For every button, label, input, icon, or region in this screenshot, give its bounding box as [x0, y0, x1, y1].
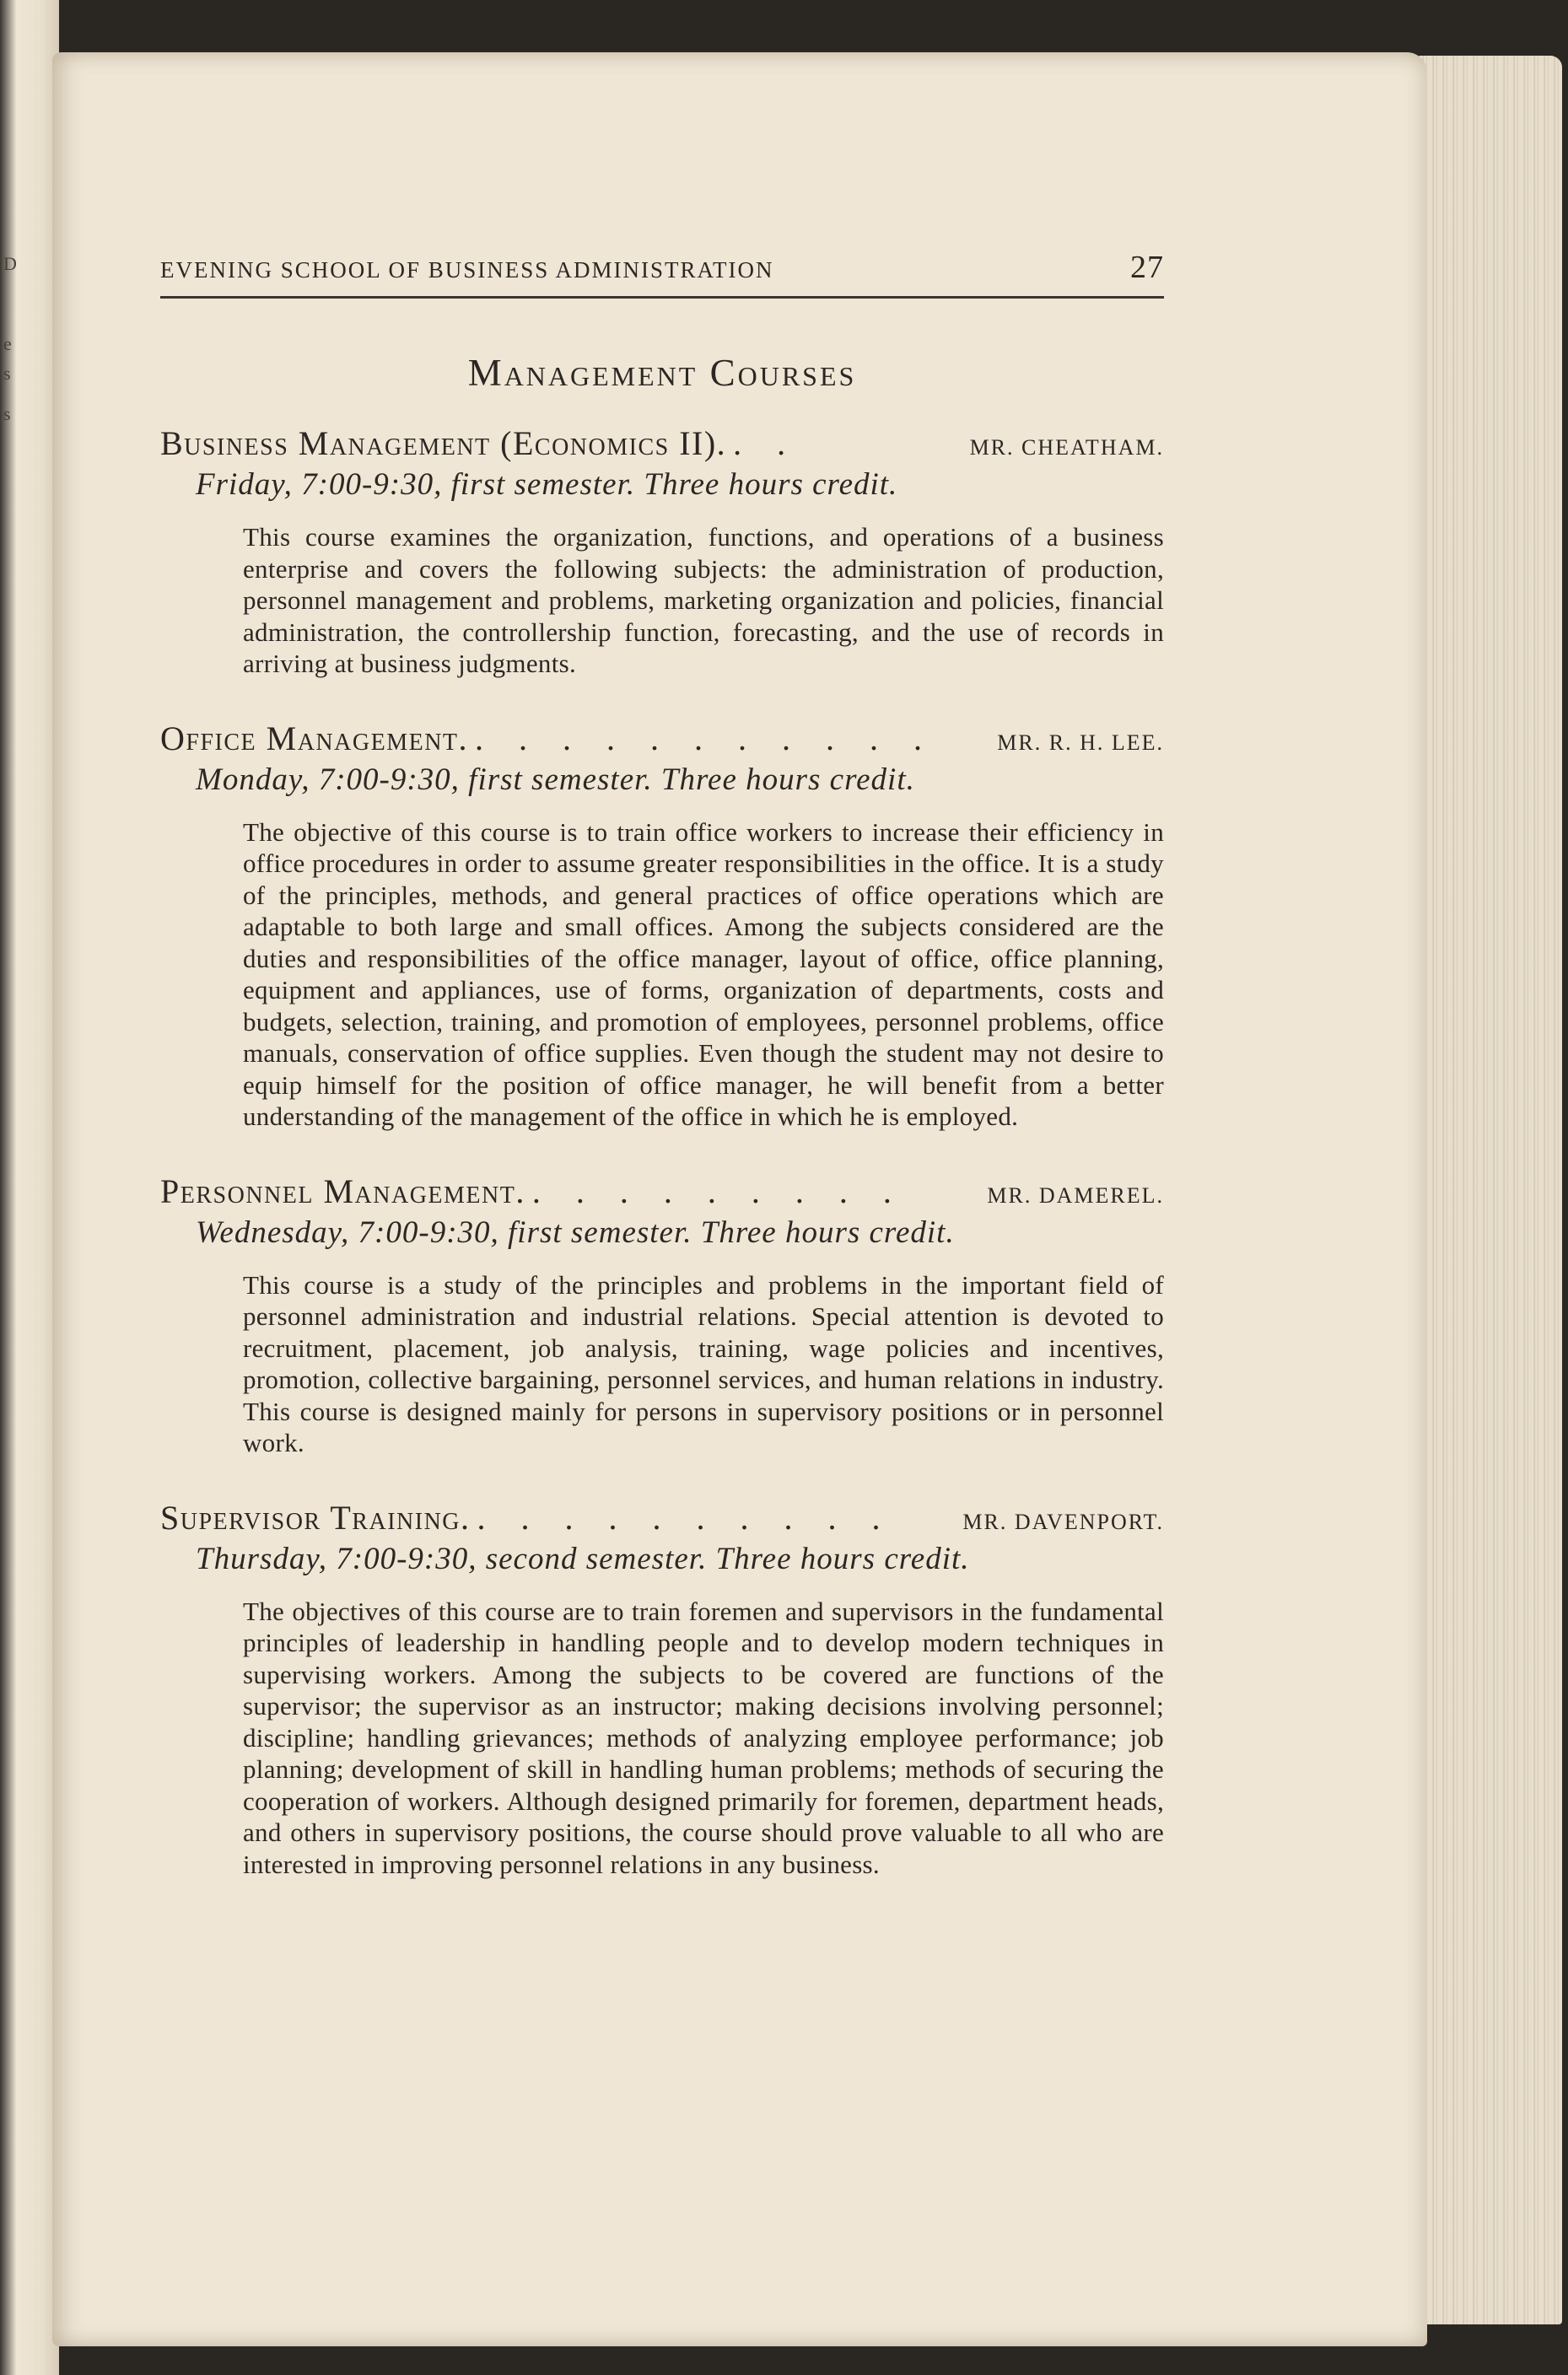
edge-char: D: [3, 253, 17, 274]
course-instructor: MR. DAVENPORT.: [962, 1509, 1164, 1534]
page-content: [160, 249, 1164, 1919]
course-description: This course examines the organization, functions, and operations of a business enterprise and covers the following subjects: the administration of production, personnel management and problems, marketing organization and policies, financial administration, the controllership function, forecasting, and the use of records in arriving at business judgments.: [243, 522, 1164, 678]
edge-char: s: [3, 363, 11, 384]
page-number: 27: [1130, 250, 1164, 285]
course-instructor: MR. CHEATHAM.: [969, 435, 1164, 460]
running-head: [160, 249, 1164, 299]
course-title: Personnel Management.: [160, 1171, 525, 1210]
course-entry: [160, 1498, 1164, 1881]
facing-page-edge: [0, 0, 59, 2375]
course-title: Office Management.: [160, 719, 469, 757]
book-page-edges: [1417, 56, 1562, 2324]
course-title: Supervisor Training.: [160, 1498, 471, 1537]
course-entry: [160, 423, 1164, 680]
course-heading: [160, 1498, 1164, 1538]
dot-leader: . . . . . . . . .: [531, 1171, 905, 1210]
course-heading: [160, 1171, 1164, 1211]
dot-leader: . . . . . . . . . .: [477, 1498, 894, 1537]
course-heading: [160, 719, 1164, 758]
course-schedule: Wednesday, 7:00-9:30, first semester. Three hours credit.: [196, 1214, 955, 1250]
course-instructor: MR. DAMEREL.: [987, 1182, 1164, 1208]
course-entry: [160, 719, 1164, 1133]
course-description: This course is a study of the principles and problems in the important field of personnel administration and industrial relations. Special attention is devoted to recruitment, placement, job analysis, training, wage policies and incentives, promotion, collective bargaining, personnel services, and human relations in industry. This course is designed mainly for persons in supervisory positions or in personnel work.: [243, 1269, 1164, 1457]
course-schedule: Friday, 7:00-9:30, first semester. Three hours credit.: [196, 467, 898, 502]
running-head-title: EVENING SCHOOL OF BUSINESS ADMINISTRATION: [160, 257, 774, 283]
course-description: The objectives of this course are to train foremen and supervisors in the fundamental principles of leadership in handling people and to develop modern techniques in supervising workers. Among the subjects to be covered are functions of the supervisor; the supervisor as an instructor; making decisions involving personnel; discipline; handling grievances; methods of analyzing employee performance; job planning; development of skill in handling human problems; methods of securing the cooperation of workers. Although designed primarily for foremen, department heads, and others in supervisory positions, the course should prove valuable to all who are interested in improving personnel relations in any business.: [243, 1596, 1164, 1879]
course-heading: [160, 423, 1164, 463]
course-entry: [160, 1171, 1164, 1459]
course-schedule: Thursday, 7:00-9:30, second semester. Three hours credit.: [196, 1541, 970, 1576]
course-schedule: Monday, 7:00-9:30, first semester. Three hours credit.: [196, 762, 915, 797]
course-description: The objective of this course is to train office workers to increase their efficiency in office procedures in order to assume greater responsibilities in the office. It is a study of the principles, methods, and general practices of office operations which are adaptable to both large and small offices. Among the subjects considered are the duties and responsibilities of the office manager, layout of office, office planning, equipment and appliances, use of forms, organization of departments, costs and budgets, selection, training, and promotion of employees, personnel problems, office manuals, conservation of office supplies. Even though the student may not desire to equip himself for the position of office manager, he will benefit from a better understanding of the management of the office in which he is employed.: [243, 816, 1164, 1131]
course-instructor: MR. R. H. LEE.: [997, 730, 1164, 755]
section-title: Management Courses: [467, 352, 857, 394]
edge-char: e: [3, 333, 12, 354]
edge-char: s: [3, 403, 11, 424]
dot-leader: . .: [733, 424, 800, 462]
course-title: Business Management (Economics II).: [160, 424, 727, 462]
dot-leader: . . . . . . . . . . .: [475, 719, 936, 757]
